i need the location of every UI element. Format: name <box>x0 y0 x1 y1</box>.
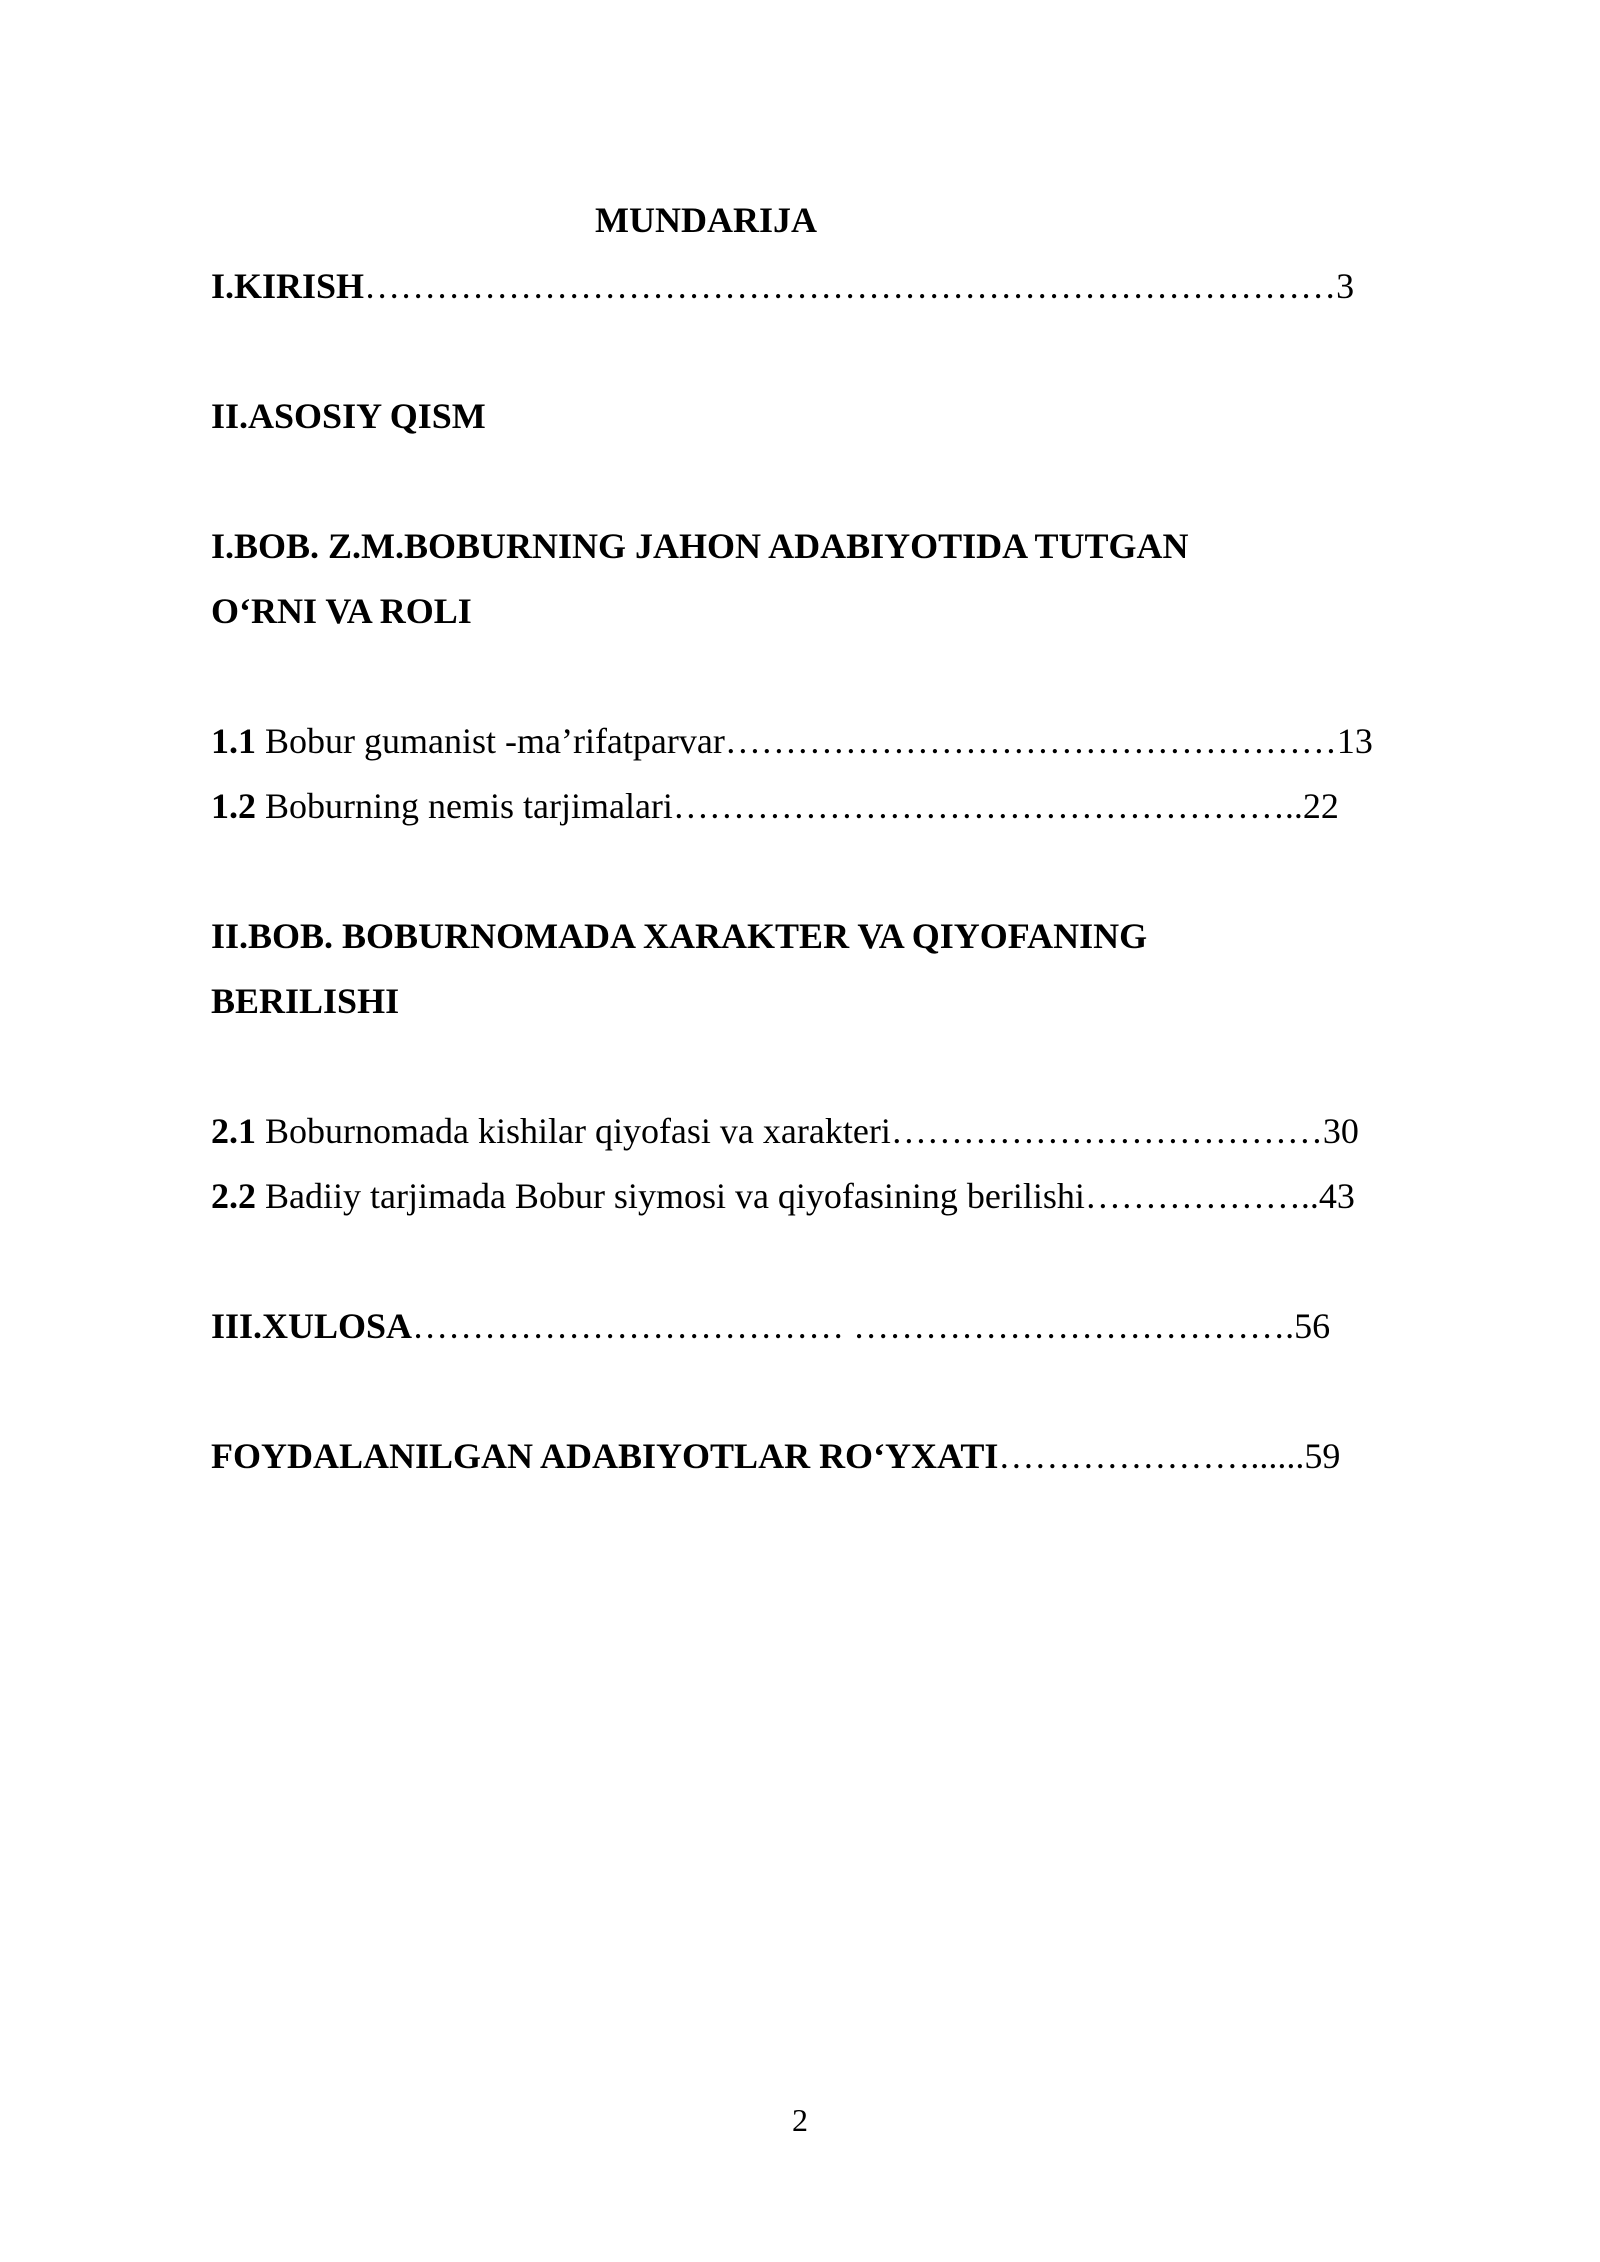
toc-page-number: 13 <box>1336 721 1373 761</box>
page-number: 2 <box>792 2102 808 2138</box>
toc-chapter-1-line1: I.BOB. Z.M.BOBURNING JAHON ADABIYOTIDA TUTGAN <box>211 526 1189 566</box>
toc-leader: …………………………………………….. <box>672 786 1303 826</box>
toc-label: Bobur gumanist -ma’rifatparvar <box>256 721 725 761</box>
page-title: MUNDARIJA <box>595 200 817 240</box>
toc-page-number: 22 <box>1302 786 1339 826</box>
toc-entry-kirish <box>211 264 1354 308</box>
toc-label: Boburning nemis tarjimalari <box>256 786 673 826</box>
toc-chapter-2-line1: II.BOB. BOBURNOMADA XARAKTER VA QIYOFANING <box>211 916 1148 956</box>
toc-leader: ……………….. <box>1084 1176 1319 1216</box>
toc-page-number: 43 <box>1318 1176 1355 1216</box>
toc-entry-2-1 <box>211 1109 1359 1153</box>
toc-page-number: 56 <box>1294 1306 1331 1346</box>
toc-entry-1-2 <box>211 784 1339 828</box>
toc-leader: ……………………………… <box>890 1111 1323 1151</box>
toc-entry-2-2 <box>211 1174 1355 1218</box>
toc-leader: ……………………………………………………………………… <box>364 266 1337 306</box>
toc-chapter-1-line2: O‘RNI VA ROLI <box>211 591 472 631</box>
toc-leader: …………………………………………… <box>724 721 1337 761</box>
toc-label: I.KIRISH <box>211 266 365 306</box>
toc-page-number: 59 <box>1304 1436 1341 1476</box>
toc-section-number: 1.1 <box>211 721 256 761</box>
toc-label: Boburnomada kishilar qiyofasi va xarakteri <box>256 1111 891 1151</box>
toc-page-number: 3 <box>1336 266 1355 306</box>
toc-entry-xulosa <box>211 1304 1330 1348</box>
toc-entry-1-1 <box>211 719 1373 763</box>
toc-page-number: 30 <box>1322 1111 1359 1151</box>
toc-leader: …………………...... <box>998 1436 1305 1476</box>
toc-section-number: 1.2 <box>211 786 256 826</box>
toc-section-number: 2.1 <box>211 1111 256 1151</box>
toc-leader: ……………………………… ………………………………. <box>412 1306 1295 1346</box>
toc-heading-asosiy: II.ASOSIY QISM <box>211 396 486 436</box>
toc-label: Badiiy tarjimada Bobur siymosi va qiyofasining berilishi <box>256 1176 1085 1216</box>
toc-label: FOYDALANILGAN ADABIYOTLAR RO‘YXATI <box>211 1436 999 1476</box>
toc-section-number: 2.2 <box>211 1176 256 1216</box>
toc-chapter-2-line2: BERILISHI <box>211 981 400 1021</box>
toc-label: III.XULOSA <box>211 1306 413 1346</box>
toc-entry-adabiyotlar <box>211 1434 1340 1478</box>
